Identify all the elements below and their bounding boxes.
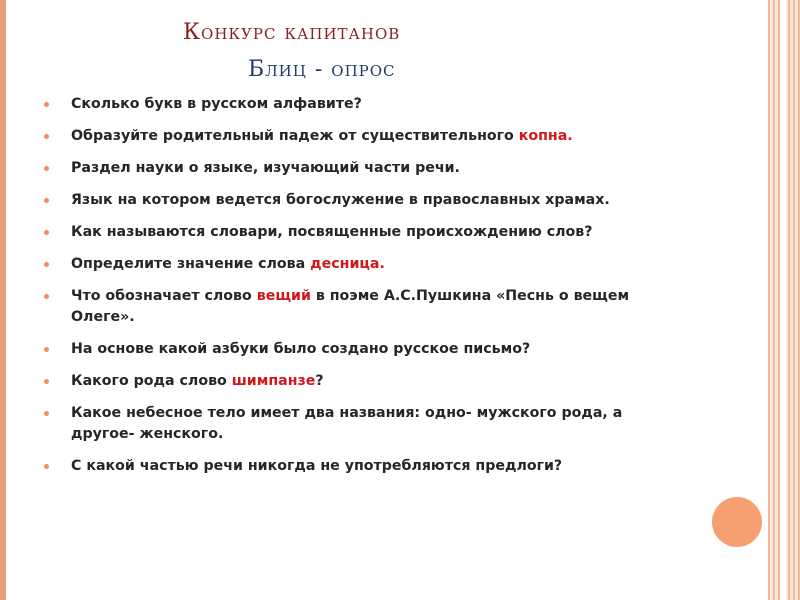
bullet-icon — [44, 134, 49, 139]
question-text: Как называются словари, посвященные происхождению слов? — [71, 224, 593, 240]
highlighted-word: десница. — [310, 256, 385, 272]
question-item — [44, 254, 684, 275]
question-text: Определите значение слова — [71, 256, 311, 272]
bullet-icon — [44, 464, 49, 469]
bullet-icon — [44, 166, 49, 171]
bullet-icon — [44, 379, 49, 384]
question-item — [44, 456, 684, 477]
slide-title: Конкурс капитанов — [183, 20, 401, 45]
bullet-icon — [44, 347, 49, 352]
highlighted-word: копна. — [518, 128, 573, 144]
bullet-icon — [44, 230, 49, 235]
question-item — [44, 339, 684, 360]
question-item — [44, 190, 684, 211]
question-text: Какого рода слово — [71, 373, 232, 389]
question-item — [44, 222, 684, 243]
decorative-circle — [712, 497, 762, 547]
bullet-icon — [44, 198, 49, 203]
highlighted-word: шимпанзе — [231, 373, 316, 389]
stripe-gap — [780, 0, 786, 600]
question-text: Образуйте родительный падеж от существительного — [71, 128, 519, 144]
question-text: Язык на котором ведется богослужение в православных храмах. — [71, 192, 610, 208]
question-text-end: в поэме А.С.Пушкина «Песнь о вещем Олеге». — [71, 288, 630, 325]
question-item — [44, 158, 684, 179]
question-text-end: ? — [315, 373, 324, 389]
bullet-icon — [44, 294, 49, 299]
bullet-icon — [44, 102, 49, 107]
bullet-icon — [44, 411, 49, 416]
question-text: С какой частью речи никогда не употребляются предлоги? — [71, 458, 563, 474]
question-text: Какое небесное тело имеет два названия: одно- мужского рода, а другое- женского. — [71, 405, 623, 442]
question-text: Раздел науки о языке, изучающий части речи. — [71, 160, 460, 176]
left-border — [0, 0, 6, 600]
question-item — [44, 126, 684, 147]
bullet-icon — [44, 262, 49, 267]
question-text: На основе какой азбуки было создано русское письмо? — [71, 341, 531, 357]
question-text: Что обозначает слово — [71, 288, 257, 304]
question-item — [44, 94, 684, 115]
highlighted-word: вещий — [256, 288, 311, 304]
question-text: Сколько букв в русском алфавите? — [71, 96, 362, 112]
question-item — [44, 371, 684, 392]
question-item — [44, 403, 684, 445]
question-item — [44, 286, 684, 328]
question-list — [44, 94, 684, 488]
slide-subtitle: Блиц - опрос — [248, 57, 396, 82]
